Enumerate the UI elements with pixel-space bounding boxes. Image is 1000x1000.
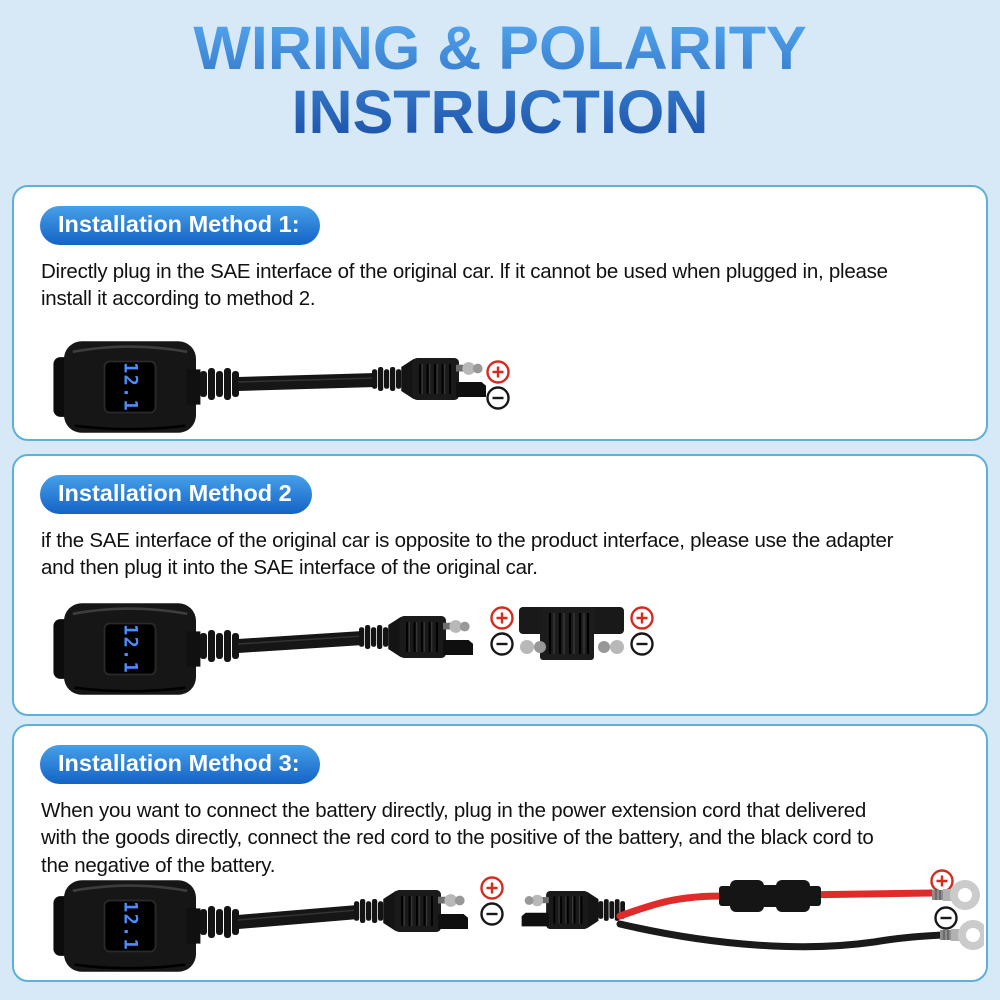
method-2-description: if the SAE interface of the original car is opposite to the product interface, please use the adapter and then plug it into the SAE interface of the original car. xyxy=(41,529,894,580)
plus-icon xyxy=(488,362,509,383)
voltmeter-device xyxy=(53,341,200,433)
sae-cable xyxy=(200,906,358,938)
sae-cable xyxy=(200,630,363,662)
method-3-illustration xyxy=(24,868,984,982)
method-3-description: When you want to connect the battery directly, plug in the power extension cord that delivered with the goods directly, connect the red cord to the positive of the battery, and the black cord to the negative of the battery. xyxy=(41,799,874,877)
plus-icon xyxy=(932,871,953,892)
method-1-badge xyxy=(40,206,320,245)
page-title xyxy=(0,14,1000,147)
method-2-panel xyxy=(12,454,988,716)
method-1-badge-label: Installation Method 1: xyxy=(58,211,300,237)
plus-icon xyxy=(632,608,653,629)
sae-connector xyxy=(359,616,473,658)
method-2-badge-label: Installation Method 2 xyxy=(58,480,292,506)
method-3-badge xyxy=(40,745,320,784)
page-title-line-1: WIRING & POLARITY xyxy=(193,14,807,82)
fuse-holder xyxy=(719,880,821,912)
plus-icon xyxy=(492,608,513,629)
method-3-badge-label: Installation Method 3: xyxy=(58,750,300,776)
minus-icon xyxy=(936,908,957,929)
minus-icon xyxy=(482,904,503,925)
method-1-description: Directly plug in the SAE interface of the original car. lf it cannot be used when plugged in, please install it according to method 2. xyxy=(41,260,888,311)
polarity-adapter xyxy=(519,607,624,660)
method-3-panel xyxy=(12,724,988,982)
minus-icon xyxy=(488,388,509,409)
minus-icon xyxy=(492,634,513,655)
sae-connector xyxy=(354,890,468,932)
plus-icon xyxy=(482,878,503,899)
sae-connector xyxy=(372,358,486,400)
minus-icon xyxy=(632,634,653,655)
page-title-line-2: INSTRUCTION xyxy=(291,78,709,147)
method-2-illustration xyxy=(24,596,974,708)
voltmeter-device xyxy=(53,880,200,972)
method-1-panel xyxy=(12,185,988,441)
method-1-illustration xyxy=(24,332,974,442)
voltmeter-device xyxy=(53,603,200,695)
sae-cable xyxy=(200,368,376,400)
method-2-badge xyxy=(40,475,312,514)
black-wire xyxy=(620,924,942,947)
battery-extension-cord xyxy=(522,871,984,951)
sae-connector-mirrored xyxy=(522,891,625,929)
